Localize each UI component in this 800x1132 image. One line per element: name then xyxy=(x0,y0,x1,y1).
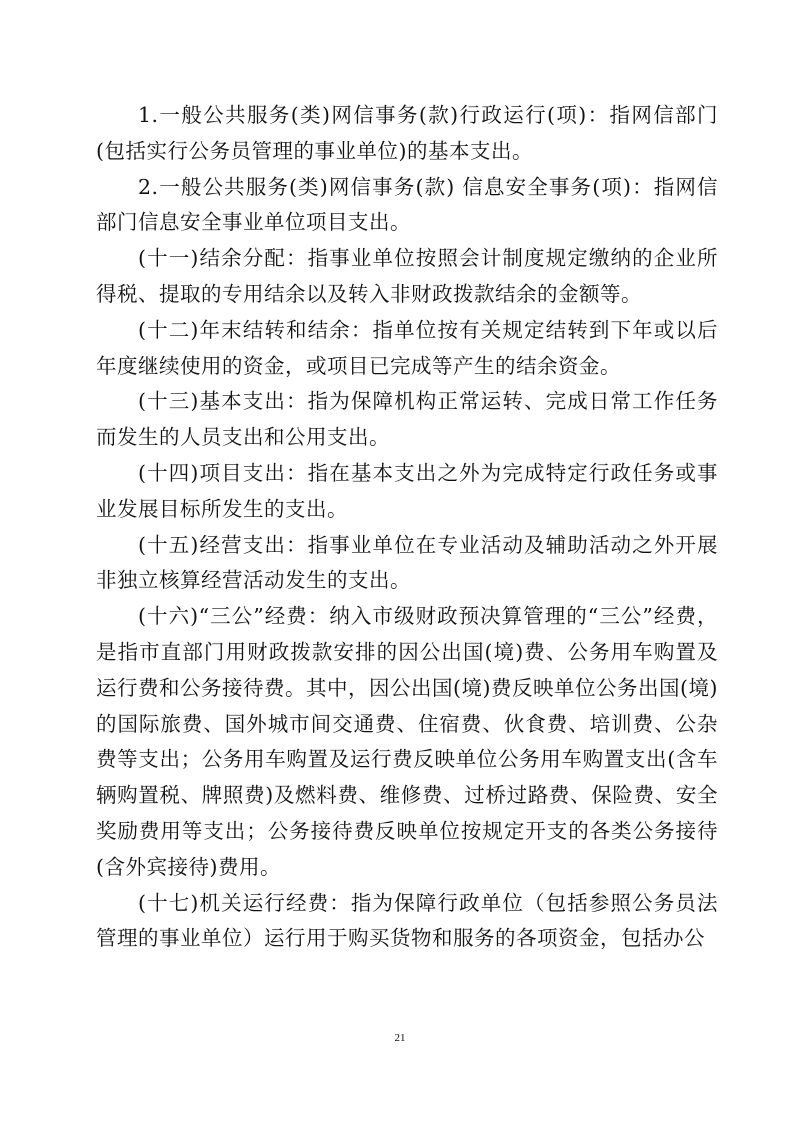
paragraph: 2.一般公共服务(类)网信事务(款) 信息安全事务(项)：指网信部门信息安全事业单位项目支出。 xyxy=(96,174,718,235)
paragraph: (十三)基本支出：指为保障机构正常运转、完成日常工作任务而发生的人员支出和公用支出。 xyxy=(96,389,718,450)
paragraph: (十七)机关运行经费：指为保障行政单位（包括参照公务员法管理的事业单位）运行用于购买货物和服务的各项资金，包括办公 xyxy=(96,890,718,951)
paragraph: (十四)项目支出：指在基本支出之外为完成特定行政任务或事业发展目标所发生的支出。 xyxy=(96,460,718,521)
page-number: 21 xyxy=(394,1032,406,1044)
paragraph: (十五)经营支出：指事业单位在专业活动及辅助活动之外开展非独立核算经营活动发生的支出。 xyxy=(96,532,718,593)
paragraph: (十六)“三公”经费：纳入市级财政预决算管理的“三公”经费，是指市直部门用财政拨款安排的因公出国(境)费、公务用车购置及运行费和公务接待费。其中，因公出国(境)费反映单位公务出国(境)的国际旅费、国外城市间交通费、住宿费、伙食费、培训费、公杂费等支出；公务用车购置及运行费反映单位公务用车购置支出(含车辆购置税、牌照费)及燃料费、维修费、过桥过路费、保险费、安全奖励费用等支出；公务接待费反映单位按规定开支的各类公务接待(含外宾接待)费用。 xyxy=(96,604,718,879)
paragraph: 1.一般公共服务(类)网信事务(款)行政运行(项)：指网信部门(包括实行公务员管理的事业单位)的基本支出。 xyxy=(96,103,718,163)
paragraph: (十二)年末结转和结余：指单位按有关规定结转到下年或以后年度继续使用的资金，或项目已完成等产生的结余资金。 xyxy=(96,317,718,378)
body-text xyxy=(96,98,718,957)
paragraph: (十一)结余分配：指事业单位按照会计制度规定缴纳的企业所得税、提取的专用结余以及转入非财政拨款结余的金额等。 xyxy=(96,246,718,306)
